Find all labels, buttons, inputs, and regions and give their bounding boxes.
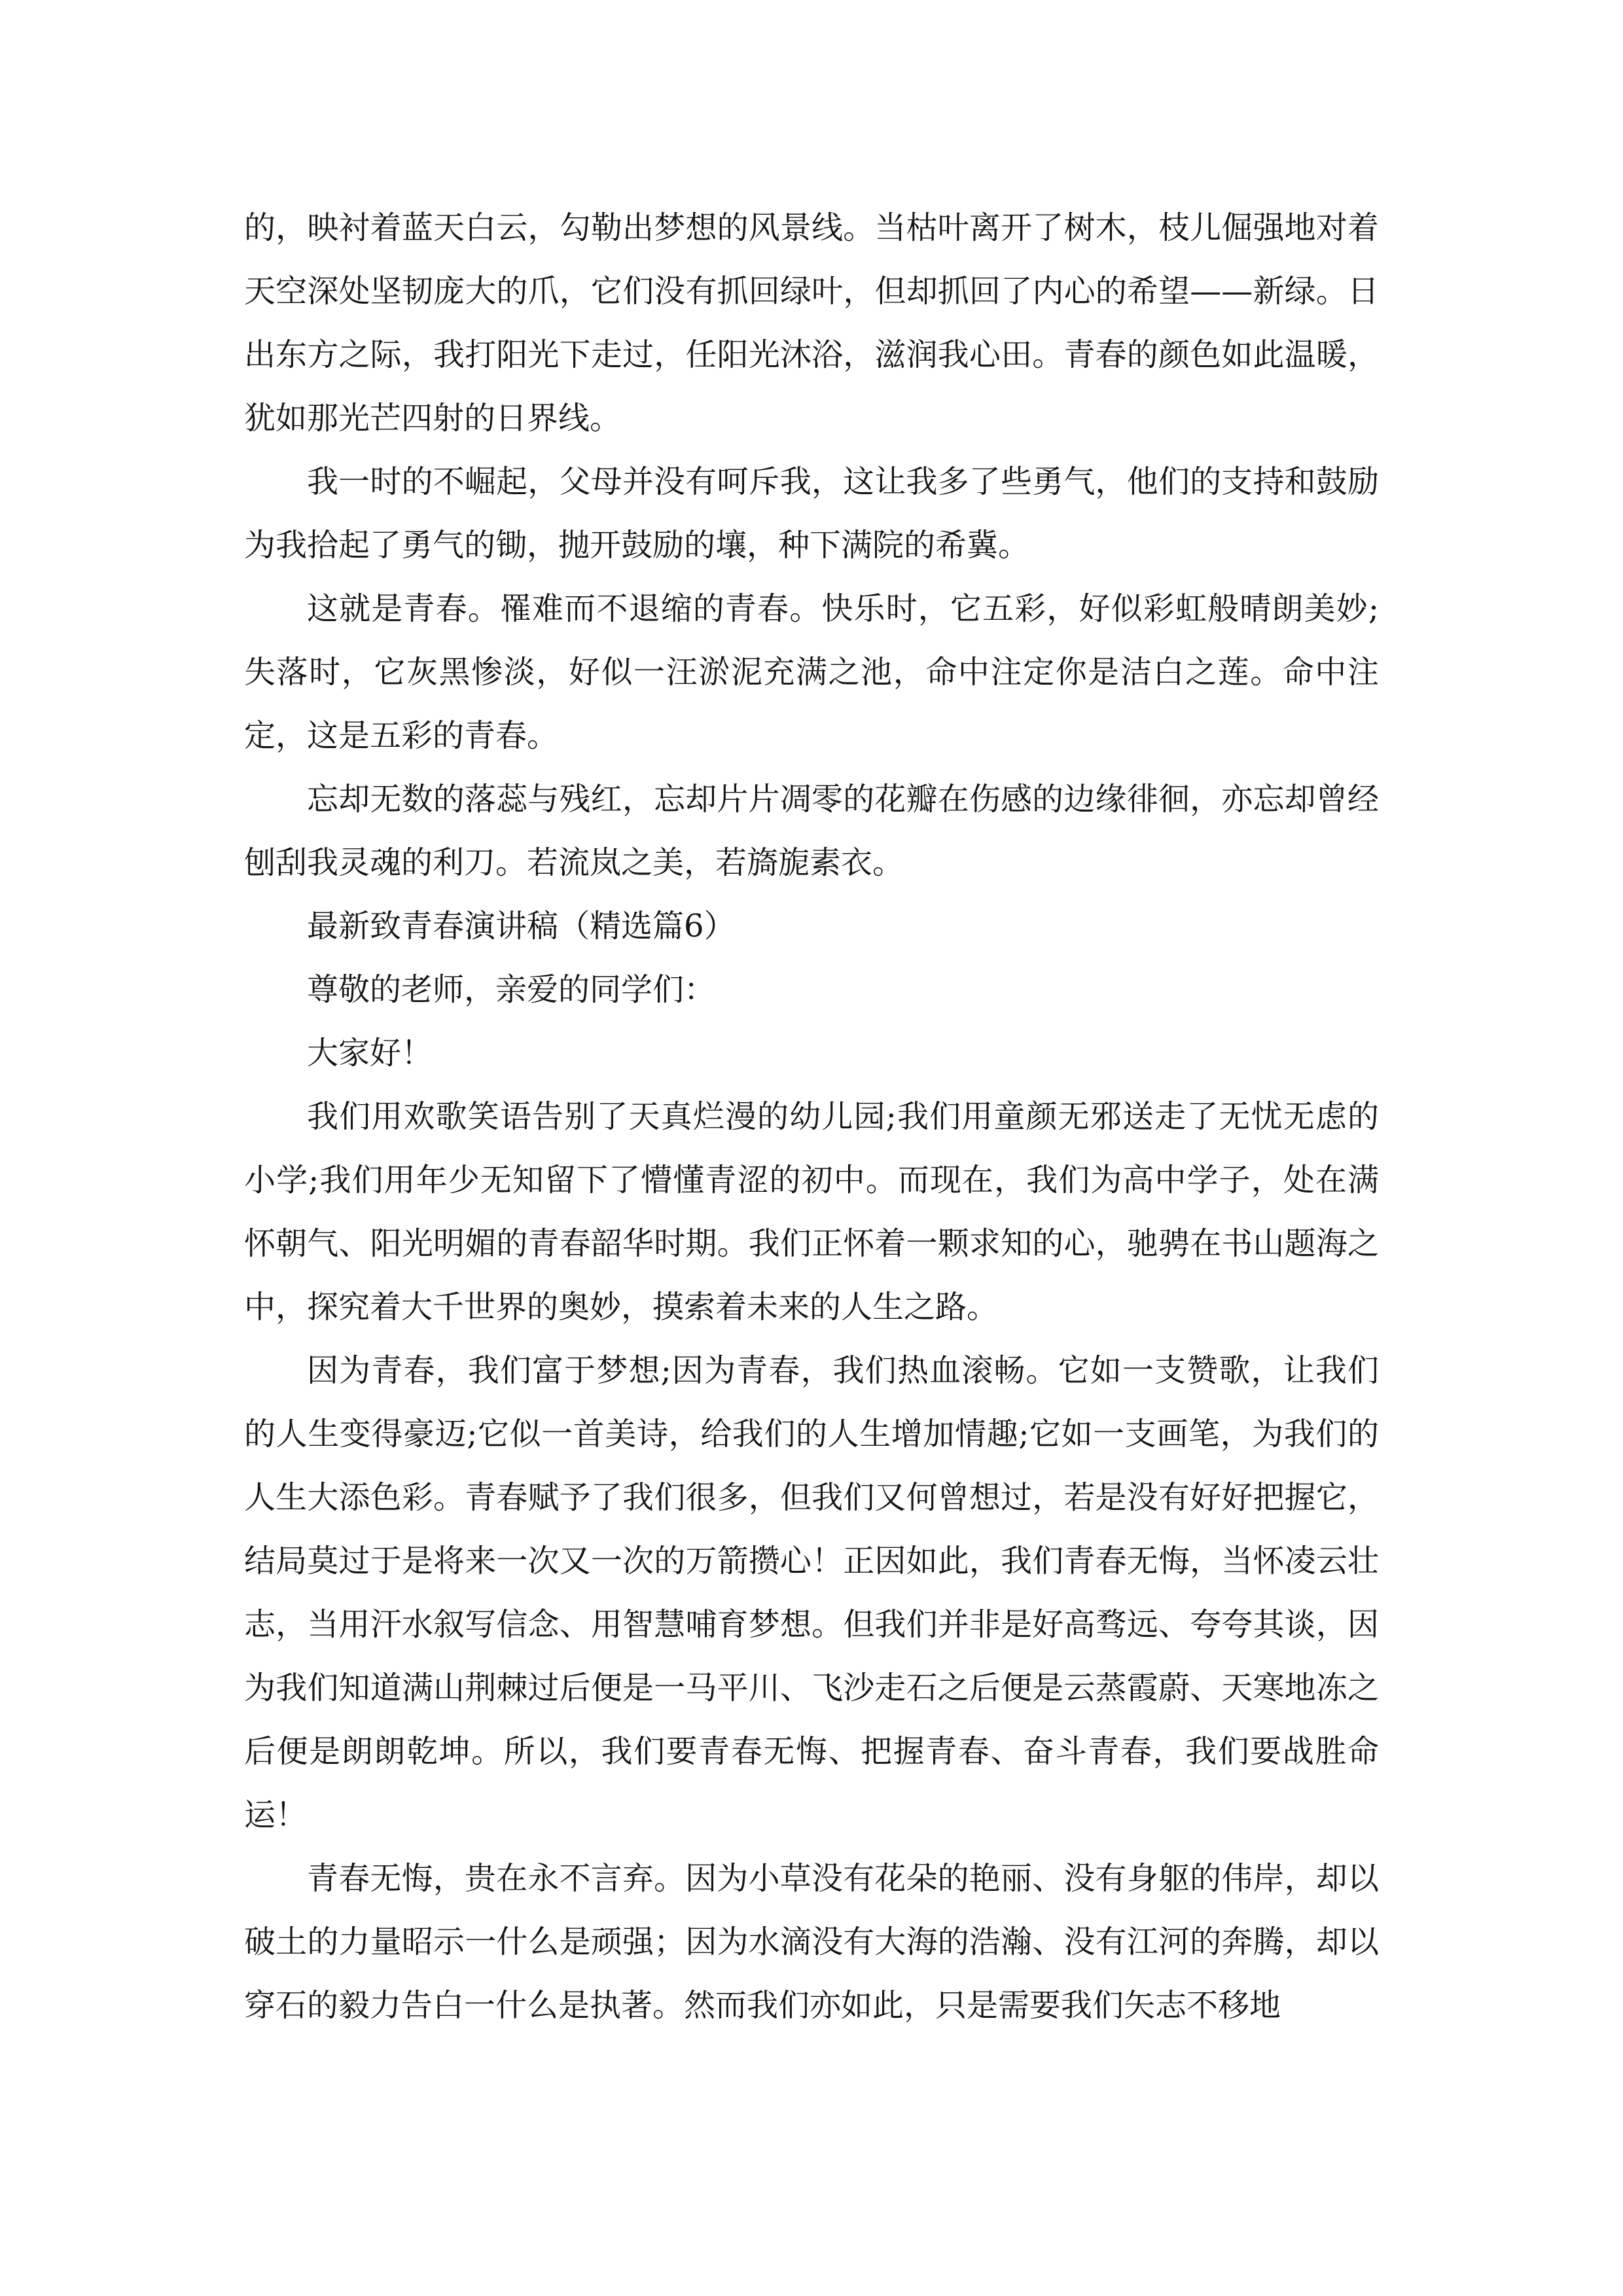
paragraph: 的，映衬着蓝天白云，勾勒出梦想的风景线。当枯叶离开了树木，枝儿倔强地对着天空深处坚韧庞大的爪，它们没有抓回绿叶，但却抓回了内心的希望——新绿。日出东方之际，我打阳光下走过，任阳光沐浴，滋润我心田。青春的颜色如此温暖，犹如那光芒四射的日界线。 xyxy=(244,209,1379,437)
paragraph: 我一时的不崛起，父母并没有呵斥我，这让我多了些勇气，他们的支持和鼓励为我拾起了勇气的锄，抛开鼓励的壤，种下满院的希冀。 xyxy=(244,463,1379,564)
paragraph: 这就是青春。罹难而不退缩的青春。快乐时，它五彩，好似彩虹般晴朗美妙;失落时，它灰黑惨淡，好似一汪淤泥充满之池，命中注定你是洁白之莲。命中注定，这是五彩的青春。 xyxy=(244,590,1379,754)
section-title: 最新致青春演讲稿（精选篇6） xyxy=(307,908,736,944)
paragraph: 因为青春，我们富于梦想;因为青春，我们热血滚畅。它如一支赞歌，让我们的人生变得豪迈;它似一首美诗，给我们的人生增加情趣;它如一支画笔，为我们的人生大添色彩。青春赋予了我们很多，但我们又何曾想过，若是没有好好把握它，结局莫过于是将来一次又一次的万箭攒心！正因如此，我们青春无悔，当怀凌云壮志，当用汗水叙写信念、用智慧哺育梦想。但我们并非是好高骛远、夸夸其谈，因为我们知道满山荆棘过后便是一马平川、飞沙走石之后便是云蒸霞蔚、天寒地冻之后便是朗朗乾坤。所以，我们要青春无悔、把握青春、奋斗青春，我们要战胜命运！ xyxy=(244,1352,1379,1833)
paragraph: 我们用欢歌笑语告别了天真烂漫的幼儿园;我们用童颜无邪送走了无忧无虑的小学;我们用年少无知留下了懵懂青涩的初中。而现在，我们为高中学子，处在满怀朝气、阳光明媚的青春韶华时期。我们正怀着一颗求知的心，驰骋在书山题海之中，探究着大千世界的奥妙，摸索着未来的人生之路。 xyxy=(244,1098,1379,1325)
paragraph: 忘却无数的落蕊与残红，忘却片片凋零的花瓣在伤感的边缘徘徊，亦忘却曾经刨刮我灵魂的利刀。若流岚之美，若旖旎素衣。 xyxy=(244,781,1379,881)
greeting: 大家好！ xyxy=(307,1035,433,1071)
document-body xyxy=(244,196,1379,2037)
salutation: 尊敬的老师，亲爱的同学们： xyxy=(307,971,716,1008)
paragraph: 青春无悔，贵在永不言弃。因为小草没有花朵的艳丽、没有身躯的伟岸，却以破土的力量昭示一什么是顽强；因为水滴没有大海的浩瀚、没有江河的奔腾，却以穿石的毅力告白一什么是执著。然而我们亦如此，只是需要我们矢志不移地 xyxy=(244,1860,1379,2024)
